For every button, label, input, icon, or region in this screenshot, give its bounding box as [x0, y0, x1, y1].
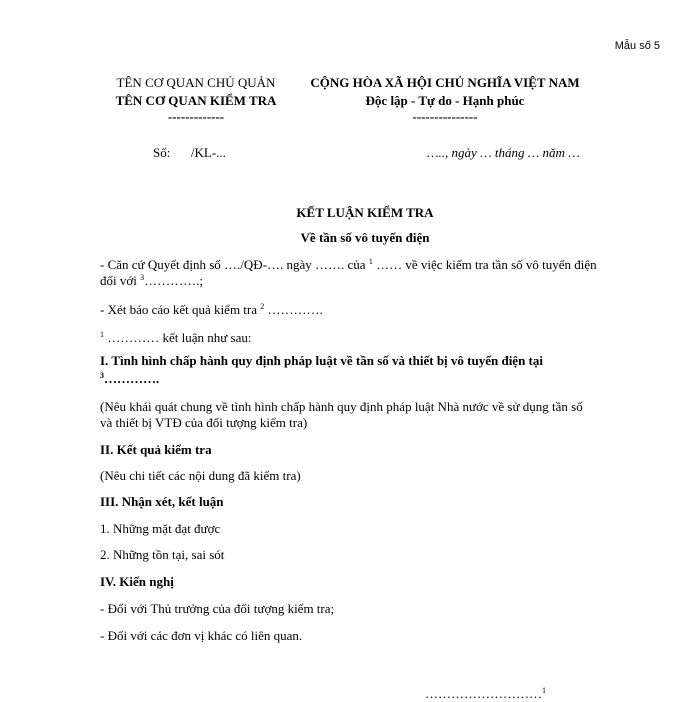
- number-label: Số:: [153, 145, 171, 160]
- section-1-note-2: và thiết bị VTĐ của đối tượng kiểm tra): [100, 415, 308, 430]
- number-value: /KL-...: [190, 145, 226, 160]
- footnote-marker: 1: [368, 257, 373, 266]
- section-1-note-1: (Nêu khái quát chung về tình hình chấp hành quy định pháp luật Nhà nước về sử dụng tần số: [100, 399, 583, 414]
- section-3-heading: III. Nhận xét, kết luận: [100, 494, 224, 509]
- footnote-marker: 3: [100, 371, 104, 380]
- left-divider: -------------: [167, 109, 225, 124]
- national-motto: Độc lập - Tự do - Hạnh phúc: [365, 93, 525, 108]
- section-1-dots: ………….: [104, 371, 160, 386]
- section-3-item-1: 1. Những mặt đạt được: [100, 521, 221, 536]
- report-line: [100, 302, 323, 318]
- header-left: [96, 75, 296, 125]
- document-title: KẾT LUẬN KIỂM TRA: [296, 205, 434, 220]
- section-1-target: [100, 371, 159, 387]
- section-3-item-2: 2. Những tồn tại, sai sót: [100, 547, 225, 562]
- signature-dots: ………………………: [425, 686, 542, 701]
- basis-text: - Căn cứ Quyết định số …./QĐ-…. ngày ……. của: [100, 257, 366, 272]
- section-2-note: (Nêu chi tiết các nội dung đã kiểm tra): [100, 468, 301, 483]
- recommendation-1: - Đối với Thủ trưởng của đối tượng kiểm tra;: [100, 601, 335, 616]
- parent-agency-name: TÊN CƠ QUAN CHỦ QUẢN: [116, 75, 276, 90]
- footnote-marker: 2: [260, 302, 265, 311]
- recommendation-2: - Đối với các đơn vị khác có liên quan.: [100, 628, 303, 643]
- section-2-heading: II. Kết quả kiểm tra: [100, 442, 212, 457]
- basis-line-1: [100, 257, 597, 273]
- document-date: ….., ngày … tháng … năm …: [427, 145, 580, 160]
- document-number: [153, 145, 226, 161]
- right-divider: ---------------: [412, 109, 478, 124]
- basis-target-text: đối với: [100, 273, 137, 288]
- section-4-heading: IV. Kiến nghị: [100, 574, 174, 589]
- conclude-line: [100, 330, 252, 346]
- document-subtitle: Về tần số vô tuyến điện: [300, 230, 430, 245]
- basis-target-dots: ………….;: [144, 273, 203, 288]
- form-number: Mẫu số 5: [614, 40, 660, 52]
- basis-line-2: [100, 273, 203, 289]
- footnote-marker: 3: [140, 273, 145, 282]
- header-right: [295, 75, 595, 125]
- inspection-agency-name: TÊN CƠ QUAN KIỂM TRA: [115, 93, 277, 108]
- national-title: CỘNG HÒA XÃ HỘI CHỦ NGHĨA VIỆT NAM: [310, 75, 580, 90]
- footnote-marker: 1: [542, 686, 546, 695]
- report-dots: ………….: [267, 302, 323, 317]
- conclude-text: ………… kết luận như sau:: [107, 330, 252, 345]
- footnote-marker: 1: [100, 330, 104, 339]
- report-text: - Xét báo cáo kết quả kiểm tra: [100, 302, 258, 317]
- basis-text-2: …… về việc kiểm tra tần số vô tuyến điện: [376, 257, 597, 272]
- section-1-heading: I. Tình hình chấp hành quy định pháp luật về tần số và thiết bị vô tuyến điện tại: [100, 353, 544, 368]
